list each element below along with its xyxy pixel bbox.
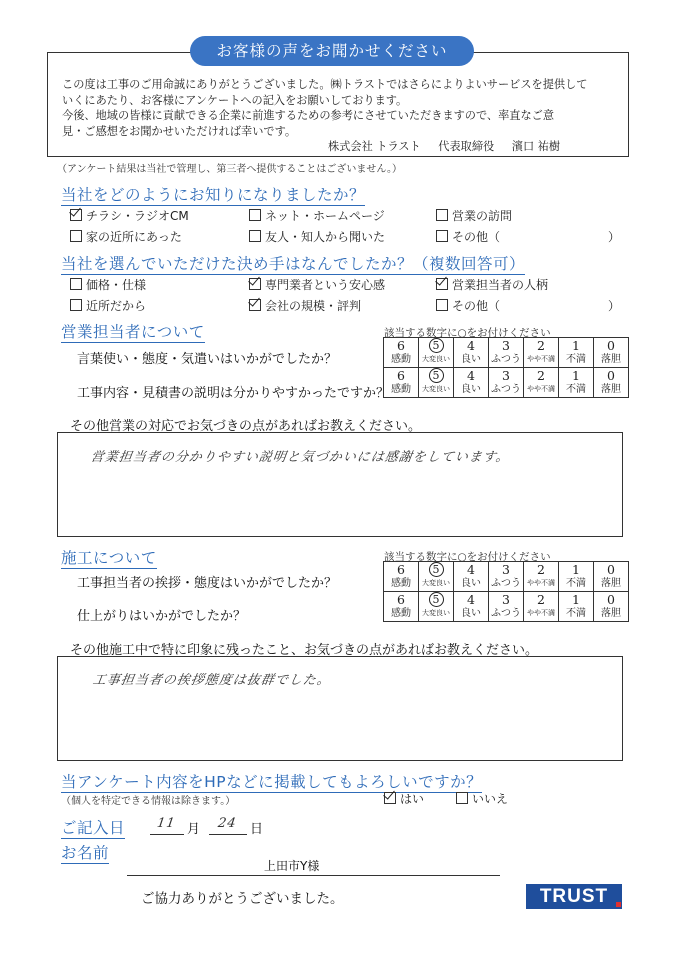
scale-label: 不満 xyxy=(566,383,586,395)
option-label: いいえ xyxy=(472,792,509,806)
checkbox[interactable] xyxy=(70,299,82,311)
scale-number: 6 xyxy=(397,367,405,383)
q1-option[interactable] xyxy=(436,207,512,224)
intro-text xyxy=(62,77,622,139)
scale-number: 2 xyxy=(537,337,545,353)
scale-label: やや不満 xyxy=(527,385,555,393)
q2-heading: 当社を選んでいただけた決め手はなんでしたか？（複数回答可） xyxy=(61,252,525,275)
checkbox[interactable] xyxy=(70,278,82,290)
construction-heading: 施工について xyxy=(61,546,157,569)
q2-option[interactable] xyxy=(436,276,548,293)
construction-question-a: 工事担当者の挨拶・態度はいかがでしたか？ xyxy=(77,576,338,591)
scale-row xyxy=(384,338,629,368)
scale-row xyxy=(384,368,629,398)
scale-cell[interactable] xyxy=(454,592,489,622)
scale-number: 6 xyxy=(397,561,405,577)
scale-cell[interactable] xyxy=(559,562,594,592)
scale-cell[interactable] xyxy=(489,338,524,368)
checkbox[interactable] xyxy=(456,792,468,804)
option-label: はい xyxy=(400,792,425,806)
checkbox[interactable] xyxy=(249,230,261,242)
privacy-note: （アンケート結果は当社で管理し、第三者へ提供することはございません。） xyxy=(57,164,402,175)
date-label: ご記入日 xyxy=(61,816,125,839)
scale-number: 0 xyxy=(607,561,615,577)
selected-circle: 5 xyxy=(429,338,444,353)
scale-number: 4 xyxy=(467,591,475,607)
scale-label: やや不満 xyxy=(527,355,555,363)
thanks-text: ご協力ありがとうございました。 xyxy=(141,891,344,907)
date-day-value: 24 xyxy=(216,816,238,831)
sales-question-a: 言葉使い・態度・気遣いはいかがでしたか？ xyxy=(77,352,338,367)
construction-comment-text: 工事担当者の挨拶態度は抜群でした。 xyxy=(91,673,332,688)
scale-cell[interactable] xyxy=(594,562,629,592)
scale-label: 感動 xyxy=(391,577,411,589)
scale-label: ふつう xyxy=(491,577,521,589)
scale-number: 1 xyxy=(572,561,580,577)
scale-number: 4 xyxy=(467,561,475,577)
scale-cell[interactable] xyxy=(454,368,489,398)
scale-label: 不満 xyxy=(566,607,586,619)
scale-label: 良い xyxy=(461,353,481,365)
q1-option[interactable] xyxy=(249,207,385,224)
scale-cell[interactable] xyxy=(559,338,594,368)
date-month-value: 11 xyxy=(155,816,177,831)
close-paren: ） xyxy=(608,299,621,313)
scale-cell[interactable] xyxy=(594,592,629,622)
option-label: 会社の規模・評判 xyxy=(265,299,362,313)
option-label: 家の近所にあった xyxy=(86,230,182,244)
scale-label: 落胆 xyxy=(601,607,621,619)
trust-logo: TRUST xyxy=(526,884,622,909)
sales-question-b: 工事内容・見積書の説明は分かりやすかったですか？ xyxy=(77,386,390,401)
scale-cell[interactable] xyxy=(419,338,454,368)
option-label: 営業担当者の人柄 xyxy=(452,278,549,292)
scale-label: 落胆 xyxy=(601,577,621,589)
scale-number: 6 xyxy=(397,337,405,353)
publish-yes-option[interactable] xyxy=(384,790,424,807)
q2-option[interactable] xyxy=(249,297,361,314)
scale-row xyxy=(384,562,629,592)
scale-number: 1 xyxy=(572,367,580,383)
option-label: ネット・ホームページ xyxy=(265,209,385,223)
construction-comment-prompt: その他施工中で特に印象に残ったこと、お気づきの点があればお教えください。 xyxy=(70,643,539,658)
scale-cell[interactable] xyxy=(384,562,419,592)
scale-label: 良い xyxy=(461,383,481,395)
option-label: 近所だから xyxy=(86,299,147,313)
scale-number xyxy=(419,338,453,353)
scale-number: 3 xyxy=(502,337,510,353)
construction-question-b: 仕上がりはいかがでしたか？ xyxy=(77,609,247,624)
scale-number xyxy=(419,562,453,577)
checkbox[interactable] xyxy=(436,299,448,311)
scale-cell[interactable] xyxy=(454,562,489,592)
name-value: 上田市Y様 xyxy=(264,859,320,873)
scale-number: 3 xyxy=(502,367,510,383)
q1-option[interactable] xyxy=(436,228,500,245)
checkbox-checked[interactable] xyxy=(436,278,448,290)
scale-cell[interactable] xyxy=(594,338,629,368)
scale-cell[interactable] xyxy=(419,562,454,592)
scale-label: やや不満 xyxy=(527,579,555,587)
publish-note: （個人を特定できる情報は除きます。） xyxy=(61,796,236,807)
q1-option[interactable] xyxy=(70,228,182,245)
sales-heading: 営業担当者について xyxy=(61,320,205,343)
scale-number: 3 xyxy=(502,591,510,607)
intro-line: いくにあたり、お客様にアンケートへの記入をお願いしております。 xyxy=(62,93,408,107)
checkbox-checked[interactable] xyxy=(249,278,261,290)
company-name: 株式会社 トラスト xyxy=(328,140,421,153)
option-label: その他（ xyxy=(452,230,501,244)
option-label: 価格・仕様 xyxy=(86,278,147,292)
scale-number xyxy=(419,368,453,383)
scale-number: 1 xyxy=(572,591,580,607)
scale-caption: 該当する数字に○をお付けください xyxy=(384,551,551,563)
scale-number: 4 xyxy=(467,337,475,353)
scale-label: やや不満 xyxy=(527,609,555,617)
option-label: その他（ xyxy=(452,299,501,313)
scale-number: 0 xyxy=(607,337,615,353)
scale-caption: 該当する数字に○をお付けください xyxy=(384,327,551,339)
construction-scale-table xyxy=(383,561,629,622)
scale-label: 大変良い xyxy=(422,356,450,363)
scale-cell[interactable] xyxy=(559,368,594,398)
checkbox[interactable] xyxy=(436,209,448,221)
scale-cell[interactable] xyxy=(419,368,454,398)
scale-label: 落胆 xyxy=(601,353,621,365)
checkbox-checked[interactable] xyxy=(70,209,82,221)
scale-number: 1 xyxy=(572,337,580,353)
scale-cell[interactable] xyxy=(419,592,454,622)
q2-option[interactable] xyxy=(70,276,146,293)
scale-label: 感動 xyxy=(391,353,411,365)
scale-cell[interactable] xyxy=(384,338,419,368)
option-label: 営業の訪問 xyxy=(452,209,513,223)
scale-label: 感動 xyxy=(391,383,411,395)
scale-number: 3 xyxy=(502,561,510,577)
q1-option[interactable] xyxy=(70,207,189,224)
checkbox[interactable] xyxy=(70,230,82,242)
sales-comment-text: 営業担当者の分かりやすい説明と気づかいには感謝をしています。 xyxy=(89,450,511,465)
rep-name: 濱口 祐樹 xyxy=(511,140,561,153)
q1-heading: 当社をどのようにお知りになりましたか？ xyxy=(61,183,365,206)
scale-cell[interactable] xyxy=(454,338,489,368)
selected-circle: 5 xyxy=(429,592,444,607)
scale-cell[interactable] xyxy=(489,368,524,398)
q1-option[interactable] xyxy=(249,228,385,245)
option-label: 専門業者という安心感 xyxy=(265,278,386,292)
scale-label: ふつう xyxy=(491,383,521,395)
rep-title: 代表取締役 xyxy=(438,140,495,153)
logo-dot xyxy=(616,902,621,907)
scale-cell[interactable] xyxy=(524,592,559,622)
scale-number: 0 xyxy=(607,591,615,607)
intro-line: 今後、地域の皆様に貢献できる企業に前進するための参考にさせていただきますので、率直なご意 xyxy=(62,109,555,122)
scale-label: ふつう xyxy=(491,353,521,365)
intro-line: この度は工事のご用命誠にありがとうございました。㈱トラストではさらによりよいサービスを提供して xyxy=(62,78,588,91)
scale-number: 2 xyxy=(537,591,545,607)
checkbox[interactable] xyxy=(436,230,448,242)
scale-cell[interactable] xyxy=(384,368,419,398)
q2-option[interactable] xyxy=(249,276,385,293)
scale-label: 大変良い xyxy=(422,580,450,587)
date-day-unit: 日 xyxy=(250,822,264,837)
scale-number: 2 xyxy=(537,367,545,383)
scale-number: 4 xyxy=(467,367,475,383)
scale-label: 良い xyxy=(461,607,481,619)
sales-comment-prompt: その他営業の対応でお気づきの点があればお教えください。 xyxy=(70,419,422,434)
scale-row xyxy=(384,592,629,622)
publish-heading: 当アンケート内容をHPなどに掲載してもよろしいですか？ xyxy=(61,770,482,793)
signature xyxy=(328,138,560,154)
option-label: チラシ・ラジオCM xyxy=(86,209,189,223)
checkbox-checked[interactable] xyxy=(384,792,396,804)
option-label: 友人・知人から聞いた xyxy=(265,230,386,244)
q2-option[interactable] xyxy=(436,297,500,314)
checkbox[interactable] xyxy=(249,209,261,221)
scale-cell[interactable] xyxy=(524,338,559,368)
name-label: お名前 xyxy=(61,841,109,864)
scale-number: 6 xyxy=(397,591,405,607)
page-title: お客様の声をお聞かせください xyxy=(190,36,474,66)
selected-circle: 5 xyxy=(429,562,444,577)
sales-scale-table xyxy=(383,337,629,398)
scale-label: 不満 xyxy=(566,577,586,589)
date-month-unit: 月 xyxy=(187,822,201,837)
scale-cell[interactable] xyxy=(524,562,559,592)
intro-line: 見・ご感想をお聞かせいただければ幸いです。 xyxy=(62,124,297,138)
scale-label: 落胆 xyxy=(601,383,621,395)
checkbox-checked[interactable] xyxy=(249,299,261,311)
scale-label: 感動 xyxy=(391,607,411,619)
scale-label: 大変良い xyxy=(422,386,450,393)
scale-number xyxy=(419,592,453,607)
scale-cell[interactable] xyxy=(594,368,629,398)
q2-option[interactable] xyxy=(70,297,146,314)
scale-number: 2 xyxy=(537,561,545,577)
scale-number: 0 xyxy=(607,367,615,383)
scale-cell[interactable] xyxy=(489,562,524,592)
scale-cell[interactable] xyxy=(384,592,419,622)
selected-circle: 5 xyxy=(429,368,444,383)
publish-no-option[interactable] xyxy=(456,790,508,807)
scale-label: 良い xyxy=(461,577,481,589)
scale-cell[interactable] xyxy=(489,592,524,622)
scale-label: ふつう xyxy=(491,607,521,619)
scale-label: 不満 xyxy=(566,353,586,365)
close-paren: ） xyxy=(608,230,621,244)
scale-label: 大変良い xyxy=(422,610,450,617)
scale-cell[interactable] xyxy=(559,592,594,622)
scale-cell[interactable] xyxy=(524,368,559,398)
